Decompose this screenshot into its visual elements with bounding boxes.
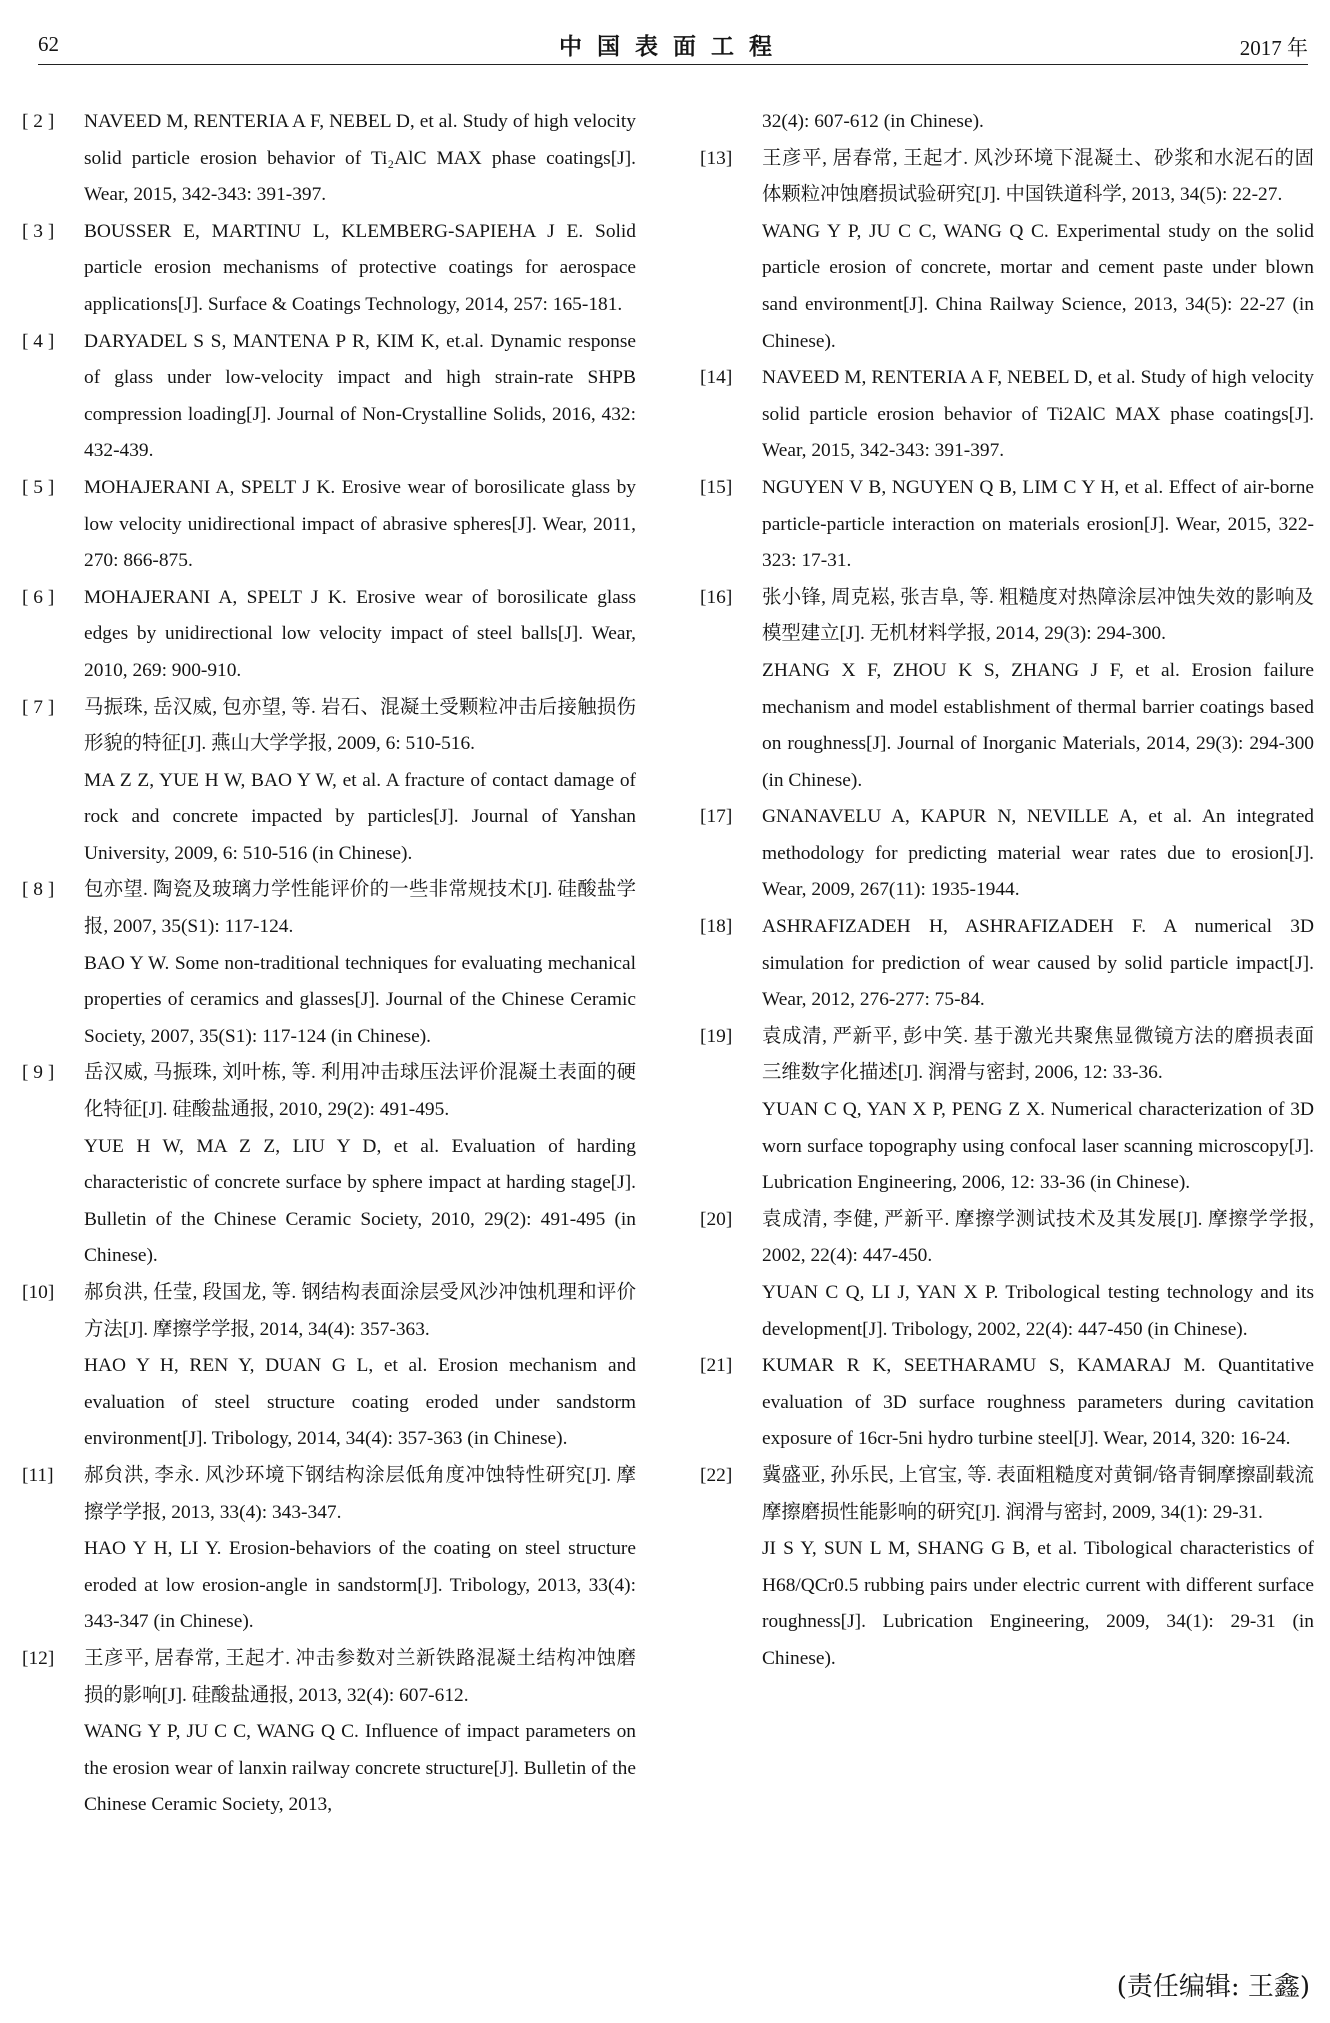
reference-number: [ 6 ]: [22, 586, 55, 608]
reference-item: [700, 1202, 1314, 1348]
reference-number: [16]: [700, 586, 733, 608]
reference-item: [22, 214, 636, 324]
reference-text: 32(4): 607-612 (in Chinese).: [762, 111, 984, 132]
reference-number: [ 8 ]: [22, 879, 55, 901]
reference-item: [700, 470, 1314, 580]
page-number: 62: [38, 32, 59, 56]
reference-number: [21]: [700, 1355, 733, 1377]
reference-item: [700, 1019, 1314, 1202]
reference-text: 王彦平, 居春常, 王起才. 冲击参数对兰新铁路混凝土结构冲蚀磨损的影响[J]. 硅酸盐通报, 2013, 32(4): 607-612.: [84, 1647, 636, 1706]
reference-number: [12]: [22, 1647, 55, 1669]
reference-number: [19]: [700, 1025, 733, 1047]
reference-item: [22, 872, 636, 1055]
reference-text: 冀盛亚, 孙乐民, 上官宝, 等. 表面粗糙度对黄铜/铬青铜摩擦副载流摩擦磨损性能影响的研究[J]. 润滑与密封, 2009, 34(1): 29-31.: [762, 1464, 1314, 1523]
reference-text: NGUYEN V B, NGUYEN Q B, LIM C Y H, et al. Effect of air-borne particle-particle interaction on materials erosion[J]. Wear, 2015, 322-323: 17-31.: [762, 476, 1314, 572]
reference-text: NAVEED M, RENTERIA A F, NEBEL D, et al. Study of high velocity solid particle erosion behavior of Ti2AlC MAX phase coatings[J]. Wear, 2015, 342-343: 391-397.: [762, 367, 1314, 462]
reference-text: GNANAVELU A, KAPUR N, NEVILLE A, et al. An integrated methodology for predicting material wear rates due to erosion[J]. Wear, 2009, 267(11): 1935-1944.: [762, 806, 1314, 901]
reference-text: MOHAJERANI A, SPELT J K. Erosive wear of borosilicate glass edges by unidirectional low velocity impact of steel balls[J]. Wear, 2010, 269: 900-910.: [84, 586, 636, 681]
reference-continuation: [700, 104, 1314, 141]
reference-translation: WANG Y P, JU C C, WANG Q C. Influence of impact parameters on the erosion wear of lanxin railway concrete structure[J]. Bulletin of the Chinese Ceramic Society, 2013,: [84, 1721, 636, 1816]
page-header: [38, 28, 1308, 65]
reference-number: [20]: [700, 1208, 733, 1230]
reference-translation: MA Z Z, YUE H W, BAO Y W, et al. A fracture of contact damage of rock and concrete impacted by particles[J]. Journal of Yanshan University, 2009, 6: 510-516 (in Chinese).: [84, 769, 636, 864]
reference-text: 袁成清, 严新平, 彭中笑. 基于激光共聚焦显微镜方法的磨损表面三维数字化描述[J]. 润滑与密封, 2006, 12: 33-36.: [762, 1025, 1314, 1084]
reference-number: [13]: [700, 147, 733, 169]
reference-text: 张小锋, 周克崧, 张吉阜, 等. 粗糙度对热障涂层冲蚀失效的影响及模型建立[J]. 无机材料学报, 2014, 29(3): 294-300.: [762, 586, 1314, 645]
reference-translation: HAO Y H, REN Y, DUAN G L, et al. Erosion mechanism and evaluation of steel structure coating eroded under sandstorm environment[J]. Tribology, 2014, 34(4): 357-363 (in Chinese).: [84, 1355, 636, 1450]
reference-number: [15]: [700, 476, 733, 498]
reference-item: [22, 580, 636, 690]
reference-text: 马振珠, 岳汉威, 包亦望, 等. 岩石、混凝土受颗粒冲击后接触损伤形貌的特征[J]. 燕山大学学报, 2009, 6: 510-516.: [84, 696, 636, 755]
reference-number: [17]: [700, 806, 733, 828]
reference-item: [700, 909, 1314, 1019]
left-reference-column: [22, 104, 636, 1824]
reference-item: [700, 580, 1314, 800]
reference-text: 郝贠洪, 李永. 风沙环境下钢结构涂层低角度冲蚀特性研究[J]. 摩擦学学报, 2013, 33(4): 343-347.: [84, 1464, 636, 1523]
reference-translation: WANG Y P, JU C C, WANG Q C. Experimental study on the solid particle erosion of concrete, mortar and cement paste under blown sand environment[J]. China Railway Science, 2013, 34(5): 22-27 (in Chinese).: [762, 220, 1314, 352]
reference-item: [700, 799, 1314, 909]
reference-item: [22, 104, 636, 214]
reference-text: BOUSSER E, MARTINU L, KLEMBERG-SAPIEHA J E. Solid particle erosion mechanisms of protective coatings for aerospace applications[J]. Surface & Coatings Technology, 2014, 257: 165-181.: [84, 220, 636, 315]
reference-item: [22, 1458, 636, 1641]
reference-number: [ 2 ]: [22, 111, 55, 132]
reference-text: KUMAR R K, SEETHARAMU S, KAMARAJ M. Quantitative evaluation of 3D surface roughness parameters during cavitation exposure of 16cr-5ni hydro turbine steel[J]. Wear, 2014, 320: 16-24.: [762, 1355, 1314, 1450]
reference-item: [22, 470, 636, 580]
reference-text: DARYADEL S S, MANTENA P R, KIM K, et.al. Dynamic response of glass under low-velocity impact and high strain-rate SHPB compression loading[J]. Journal of Non-Crystalline Solids, 2016, 432: 432-439.: [84, 330, 636, 462]
reference-number: [11]: [22, 1464, 54, 1486]
reference-translation: ZHANG X F, ZHOU K S, ZHANG J F, et al. Erosion failure mechanism and model establishment of thermal barrier coatings based on roughness[J]. Journal of Inorganic Materials, 2014, 29(3): 294-300 (in Chinese).: [762, 659, 1314, 791]
reference-text: 包亦望. 陶瓷及玻璃力学性能评价的一些非常规技术[J]. 硅酸盐学报, 2007, 35(S1): 117-124.: [84, 879, 636, 938]
reference-number: [22]: [700, 1464, 733, 1486]
reference-text: 岳汉威, 马振珠, 刘叶栋, 等. 利用冲击球压法评价混凝土表面的硬化特征[J]. 硅酸盐通报, 2010, 29(2): 491-495.: [84, 1062, 636, 1121]
reference-translation: BAO Y W. Some non-traditional techniques for evaluating mechanical properties of ceramics and glasses[J]. Journal of the Chinese Ceramic Society, 2007, 35(S1): 117-124 (in Chinese).: [84, 952, 636, 1047]
reference-item: [22, 1641, 636, 1824]
reference-text: ASHRAFIZADEH H, ASHRAFIZADEH F. A numerical 3D simulation for prediction of wear caused by solid particle impact[J]. Wear, 2012, 276-277: 75-84.: [762, 916, 1314, 1011]
reference-item: [700, 1348, 1314, 1458]
reference-number: [ 9 ]: [22, 1062, 55, 1084]
reference-number: [ 4 ]: [22, 330, 55, 352]
reference-text: 王彦平, 居春常, 王起才. 风沙环境下混凝土、砂浆和水泥石的固体颗粒冲蚀磨损试验研究[J]. 中国铁道科学, 2013, 34(5): 22-27.: [762, 147, 1314, 206]
reference-translation: YUE H W, MA Z Z, LIU Y D, et al. Evaluation of harding characteristic of concrete surface by sphere impact at harding stage[J]. Bulletin of the Chinese Ceramic Society, 2010, 29(2): 491-495 (in Chinese).: [84, 1135, 636, 1267]
reference-translation: YUAN C Q, YAN X P, PENG Z X. Numerical characterization of 3D worn surface topography using confocal laser scanning microscopy[J]. Lubrication Engineering, 2006, 12: 33-36 (in Chinese).: [762, 1099, 1314, 1194]
reference-number: [18]: [700, 916, 733, 938]
reference-text: 袁成清, 李健, 严新平. 摩擦学测试技术及其发展[J]. 摩擦学学报, 2002, 22(4): 447-450.: [762, 1208, 1314, 1267]
reference-number: [ 5 ]: [22, 476, 55, 498]
reference-text: NAVEED M, RENTERIA A F, NEBEL D, et al. Study of high velocity solid particle erosion behavior of Ti₂AlC MAX phase coatings[J]. Wear, 2015, 342-343: 391-397.: [84, 111, 636, 206]
reference-item: [22, 1055, 636, 1275]
reference-item: [22, 690, 636, 873]
reference-number: [ 3 ]: [22, 220, 55, 242]
reference-translation: HAO Y H, LI Y. Erosion-behaviors of the coating on steel structure eroded at low erosion-angle in sandstorm[J]. Tribology, 2013, 33(4): 343-347 (in Chinese).: [84, 1538, 636, 1633]
reference-number: [ 7 ]: [22, 696, 55, 718]
reference-number: [10]: [22, 1282, 55, 1303]
reference-text: 郝贠洪, 任莹, 段国龙, 等. 钢结构表面涂层受风沙冲蚀机理和评价方法[J]. 摩擦学学报, 2014, 34(4): 357-363.: [84, 1282, 636, 1340]
reference-translation: JI S Y, SUN L M, SHANG G B, et al. Tibological characteristics of H68/QCr0.5 rubbing pairs under electric current with different surface roughness[J]. Lubrication Engineering, 2009, 34(1): 29-31 (in Chinese).: [762, 1538, 1314, 1669]
journal-title: 中国表面工程: [559, 34, 787, 60]
reference-translation: YUAN C Q, LI J, YAN X P. Tribological testing technology and its development[J]. Tribology, 2002, 22(4): 447-450 (in Chinese).: [762, 1282, 1314, 1340]
issue-year: 2017 年: [1239, 36, 1308, 60]
reference-text: MOHAJERANI A, SPELT J K. Erosive wear of borosilicate glass by low velocity unidirectional impact of abrasive spheres[J]. Wear, 2011, 270: 866-875.: [84, 476, 636, 572]
right-reference-column: [700, 104, 1314, 1678]
reference-item: [700, 1458, 1314, 1678]
reference-item: [22, 1275, 636, 1458]
reference-item: [700, 141, 1314, 361]
reference-item: [22, 324, 636, 470]
reference-number: [14]: [700, 367, 733, 389]
reference-item: [700, 360, 1314, 470]
responsible-editor-note: (责任编辑: 王鑫): [1116, 1972, 1310, 2002]
